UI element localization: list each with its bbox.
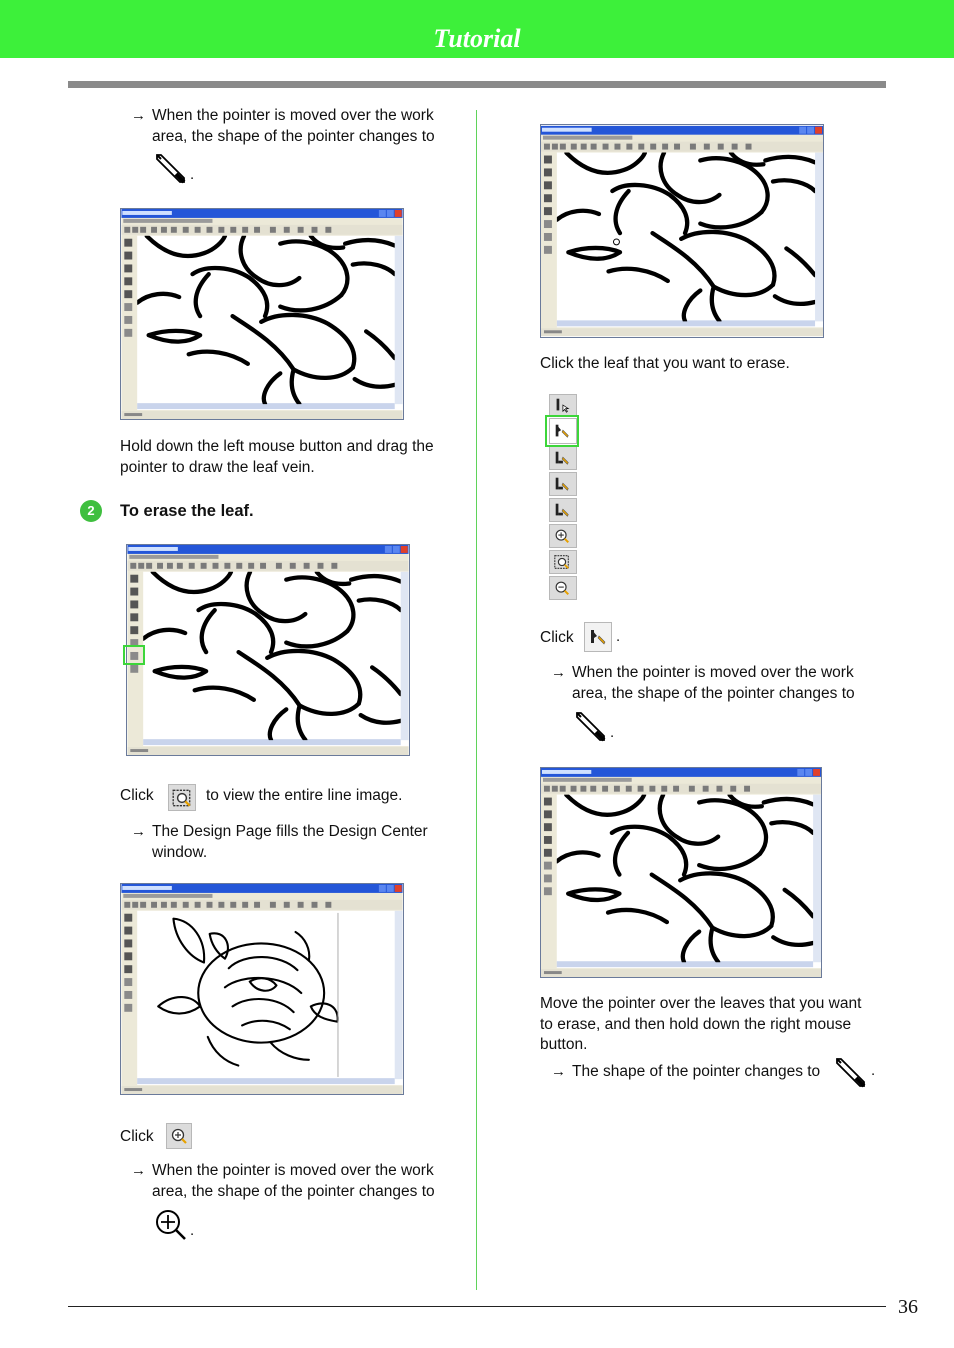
zoom-in-icon <box>550 525 576 547</box>
period: . <box>190 1222 195 1239</box>
pen-pointer-icon <box>154 152 188 186</box>
result-pointer-shape: The shape of the pointer changes to <box>572 1063 821 1080</box>
instruction-erase-leaves: Move the pointer over the leaves that you want to erase, and then hold down the right mouse button. <box>540 995 862 1053</box>
screenshot-fit-button <box>126 544 410 756</box>
eraser-pointer-icon <box>834 1056 868 1090</box>
click-label: Click <box>120 1128 154 1145</box>
zoom-in-button[interactable] <box>166 1123 192 1149</box>
page-header <box>0 0 954 58</box>
select-icon <box>550 395 576 415</box>
zoom-pointer-icon <box>154 1208 188 1242</box>
fit-view-tool[interactable] <box>549 550 577 574</box>
arrow-bullet: → <box>551 664 566 681</box>
eraser-tool-highlight <box>545 415 579 447</box>
fit-view-icon <box>550 551 576 573</box>
pencil-tool-icon <box>550 447 576 469</box>
eraser-tool-icon <box>585 623 611 651</box>
footer-rule <box>68 1306 886 1307</box>
period: . <box>610 724 615 741</box>
step-number-badge: 2 <box>80 500 102 522</box>
screenshot-erase-leaf <box>540 767 822 978</box>
zoom-in-icon <box>167 1124 191 1148</box>
screenshot-draw-vein <box>120 208 404 420</box>
pencil-tool-icon <box>550 473 576 495</box>
period: . <box>871 1062 876 1079</box>
fit-view-button[interactable] <box>168 784 196 811</box>
page-number: 36 <box>898 1296 918 1318</box>
eraser-button[interactable] <box>584 622 612 652</box>
step-title: To erase the leaf. <box>120 502 254 520</box>
pencil-tool[interactable] <box>549 446 577 470</box>
header-rule <box>68 81 886 88</box>
select-tool[interactable] <box>549 394 577 416</box>
arrow-bullet: → <box>131 107 146 124</box>
instruction-eraser-pointer: When the pointer is moved over the work area, the shape of the pointer changes to <box>572 664 855 702</box>
pencil-tool-icon <box>550 499 576 521</box>
pencil-tool-medium[interactable] <box>549 472 577 496</box>
click-label: Click <box>120 787 154 804</box>
instruction-fit-view: to view the entire line image. <box>206 787 403 804</box>
eraser-pointer-icon <box>574 710 608 744</box>
zoom-out-tool[interactable] <box>549 576 577 600</box>
pencil-tool-thick[interactable] <box>549 498 577 522</box>
arrow-bullet: → <box>131 823 146 840</box>
result-design-page: The Design Page fills the Design Center window. <box>152 823 428 861</box>
fit-tool-highlight <box>123 645 145 665</box>
zoom-out-icon <box>550 577 576 599</box>
column-divider <box>476 110 477 1290</box>
arrow-bullet: → <box>551 1063 566 1080</box>
period: . <box>616 628 621 645</box>
zoom-in-tool[interactable] <box>549 524 577 548</box>
period: . <box>190 166 195 183</box>
instruction-drag-vein: Hold down the left mouse button and drag the pointer to draw the leaf vein. <box>120 438 434 476</box>
click-label: Click <box>540 629 574 646</box>
instruction-zoom-pointer: When the pointer is moved over the work area, the shape of the pointer changes to <box>152 1162 435 1200</box>
arrow-bullet: → <box>131 1162 146 1179</box>
instruction-pen-pointer: When the pointer is moved over the work area, the shape of the pointer changes to <box>152 107 435 145</box>
page-title: Tutorial <box>433 24 521 53</box>
fit-view-icon <box>169 785 195 810</box>
screenshot-full-view <box>120 883 404 1095</box>
screenshot-zoomed-leaf <box>540 124 824 338</box>
instruction-click-leaf: Click the leaf that you want to erase. <box>540 355 790 372</box>
